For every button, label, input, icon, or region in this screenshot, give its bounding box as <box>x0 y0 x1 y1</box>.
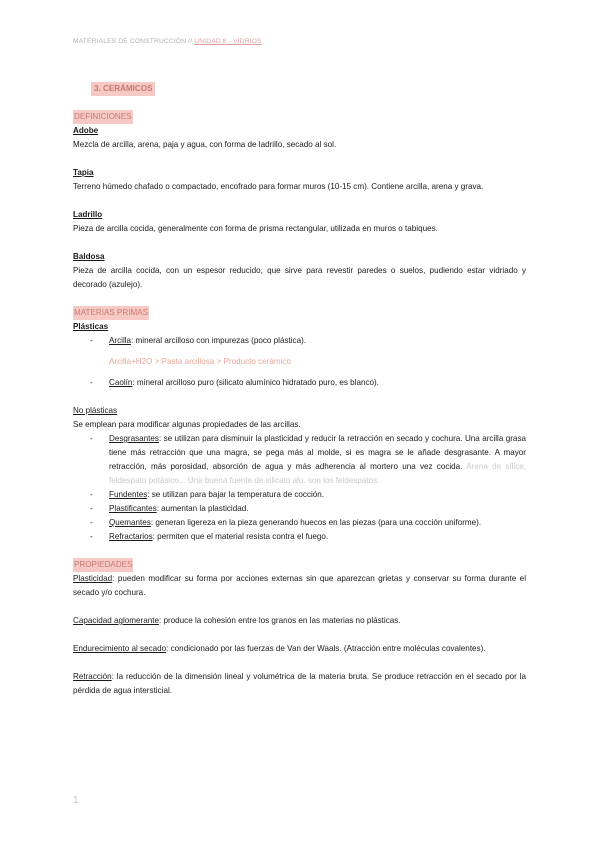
document-body <box>73 82 526 698</box>
term-capacidad: Capacidad aglomerante <box>73 616 159 625</box>
note-desgrasantes: Arena de sílice, feldespato potásico,.. Una buena fuente de silicato alu. son los feldespatos. <box>109 462 527 485</box>
no-plasticas-intro: Se emplean para modificar algunas propiedades de las arcillas. <box>73 420 301 429</box>
def-caolin: : mineral arcilloso puro (silicato alumínico hidratado puro, es blanco). <box>132 378 379 387</box>
header-prefix: MATERIALES DE CONSTRUCCIÓN // <box>73 38 193 45</box>
def-plasticidad: : pueden modificar su forma por acciones externas sin que aparezcan grietas y conservar su forma durante el secado y/o cochura. <box>73 574 526 597</box>
definiciones-heading: DEFINICIONES <box>73 110 133 124</box>
section-title: 3. CERÁMICOS <box>91 82 155 96</box>
term-plasticidad: Plasticidad <box>73 574 113 583</box>
term-tapia: Tapia <box>73 168 94 177</box>
page-number: 1 <box>73 795 79 806</box>
prop-endurecimiento <box>73 642 526 656</box>
page-header <box>73 38 262 45</box>
term-desgrasantes: Desgrasantes <box>109 434 159 443</box>
term-arcilla: Arcilla <box>109 336 132 345</box>
term-quemantes: Quemantes <box>109 518 151 527</box>
term-adobe: Adobe <box>73 126 99 135</box>
term-retraccion: Retracción <box>73 672 112 681</box>
section-title-row <box>73 82 526 96</box>
header-link[interactable]: UNIDAD 8 - VIDRIOS <box>194 38 262 45</box>
no-plasticas-heading: No plásticas <box>73 406 118 415</box>
prop-retraccion <box>73 670 526 698</box>
plasticas-heading: Plásticas <box>73 322 109 331</box>
def-refractarios: : permiten que el material resista contra el fuego. <box>152 532 329 541</box>
def-retraccion: : la reducción de la dimensión lineal y volumétrica de la materia bruta. Se produce retracción en el secado por la pérdida de agua intersticial. <box>73 672 526 695</box>
list-item-caolin <box>73 376 526 390</box>
def-adobe: Mezcla de arcilla, arena, paja y agua, con forma de ladrillo, secado al sol. <box>73 140 337 149</box>
def-tapia: Terreno húmedo chafado o compactado, encofrado para formar muros (10-15 cm). Contiene arcilla, arena y grava. <box>73 182 484 191</box>
term-ladrillo: Ladrillo <box>73 210 103 219</box>
term-endurecimiento: Endurecimiento al secado <box>73 644 167 653</box>
term-refractarios: Refractarios <box>109 532 153 541</box>
list-item-refractarios <box>73 530 526 544</box>
def-quemantes: : generan ligereza en la pieza generando huecos en las piezas (para una cocción uniforme). <box>150 518 482 527</box>
prop-capacidad <box>73 614 526 628</box>
term-plastificantes: Plastificantes <box>109 504 157 513</box>
def-plastificantes: : aumentan la plasticidad. <box>156 504 249 513</box>
def-capacidad: : produce la cohesión entre los granos en las materias no plásticas. <box>158 616 401 625</box>
formula-arcilla: Arcilla+H2O > Pasta arcillosa > Producto cerámico <box>109 357 291 366</box>
propiedades-heading: PROPIEDADES <box>73 558 133 572</box>
def-desgrasantes: : se utilizan para disminuir la plasticidad y reducir la retracción en secado y cochura. Una arcilla grasa tiene más retracción que una magra, se pega más al molde, si es magra se le añade desgrasante. A mayor retracción, más porosidad, absorción de agua y más adherencia al mortero una vez cocida. <box>109 434 526 471</box>
term-baldosa: Baldosa <box>73 252 105 261</box>
def-baldosa: Pieza de arcilla cocida, con un espesor reducido, que sirve para revestir paredes o suelos, pudiendo estar vidriado y decorado (azulejo). <box>73 266 526 289</box>
list-item-fundentes <box>73 488 526 502</box>
def-arcilla: : mineral arcilloso con impurezas (poco plástica). <box>131 336 307 345</box>
term-caolin: Caolín <box>109 378 133 387</box>
list-item-plastificantes <box>73 502 526 516</box>
prop-plasticidad <box>73 572 526 600</box>
list-item-arcilla <box>73 334 526 348</box>
list-item-desgrasantes <box>73 432 526 488</box>
materias-heading: MATERIAS PRIMAS <box>73 306 149 320</box>
def-fundentes: : se utilizan para bajar la temperatura de cocción. <box>147 490 325 499</box>
def-endurecimiento: : condicionado por las fuerzas de Van der Waals. (Atracción entre moléculas covalentes). <box>166 644 486 653</box>
def-ladrillo: Pieza de arcilla cocida, generalmente con forma de prisma rectangular, utilizada en muros o tabiques. <box>73 224 438 233</box>
term-fundentes: Fundentes <box>109 490 148 499</box>
list-item-quemantes <box>73 516 526 530</box>
